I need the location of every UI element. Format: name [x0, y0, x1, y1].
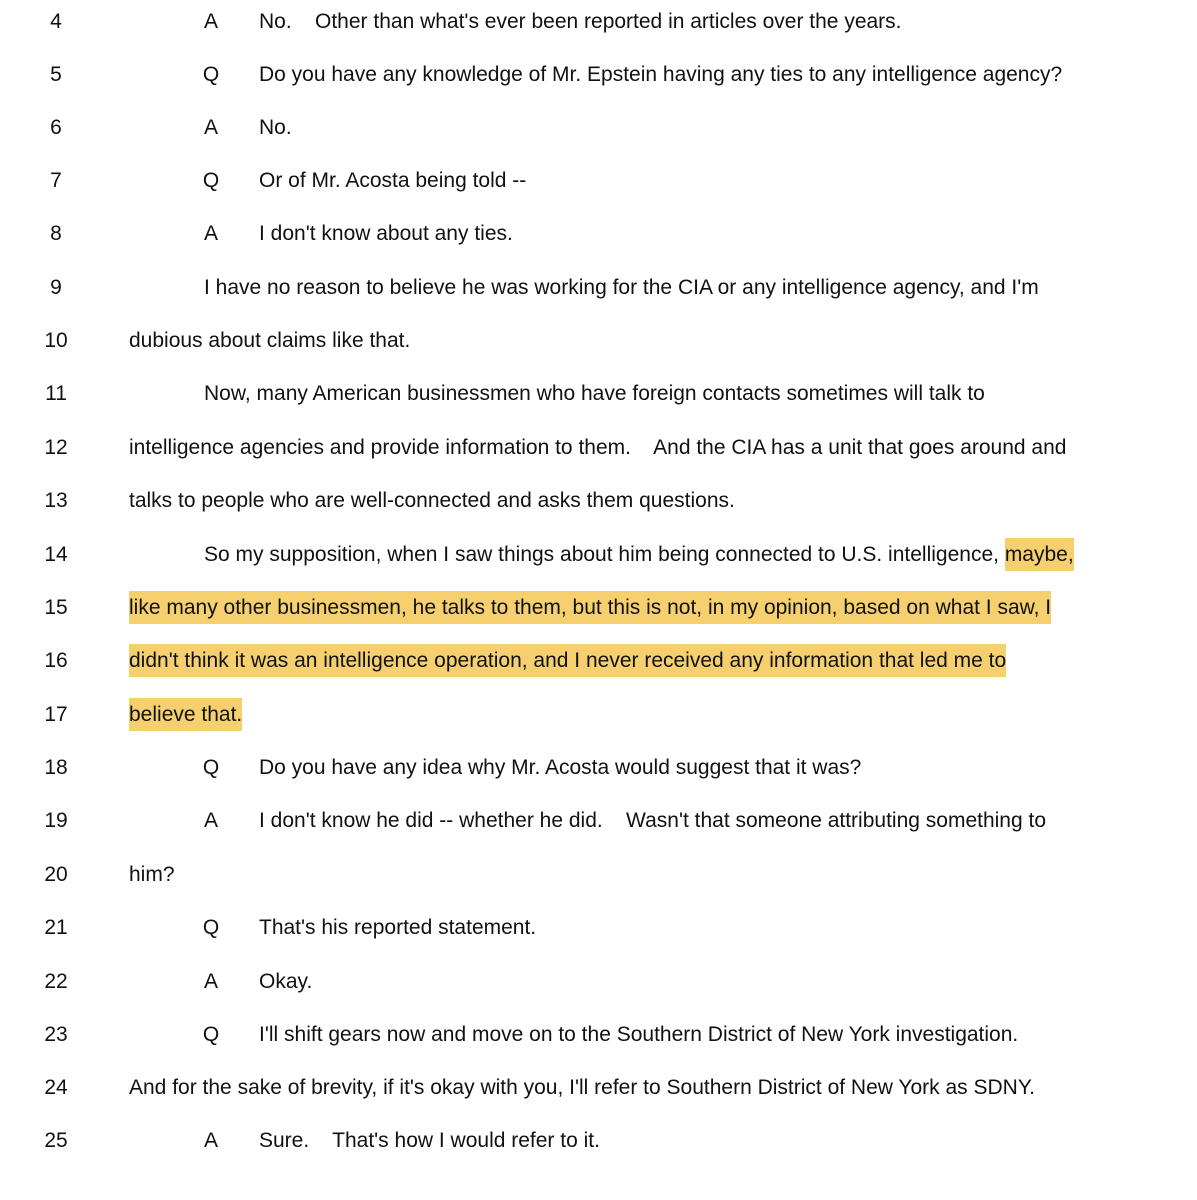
transcript-line: [0, 108, 1197, 148]
transcript-line: [0, 481, 1197, 521]
speaker-label: A: [203, 970, 218, 993]
line-text: That's his reported statement.: [259, 916, 537, 939]
line-number: 21: [44, 916, 68, 939]
line-text: [129, 641, 1006, 681]
highlighted-text: believe that.: [129, 698, 242, 731]
line-text: Okay.: [259, 970, 313, 993]
line-number: 17: [44, 703, 68, 726]
line-number: 13: [44, 489, 68, 512]
line-text: No. Other than what's ever been reported in articles over the years.: [259, 10, 902, 33]
line-number: 10: [44, 329, 68, 352]
line-text: intelligence agencies and provide information to them. And the CIA has a unit that goes around and: [129, 436, 1067, 459]
speaker-label: A: [203, 116, 218, 139]
transcript-line: [0, 855, 1197, 895]
line-number: 20: [44, 863, 68, 886]
line-number: 24: [44, 1076, 68, 1099]
speaker-label: Q: [202, 916, 220, 939]
line-number: 5: [50, 63, 62, 86]
line-number: 23: [44, 1023, 68, 1046]
speaker-label: A: [203, 1129, 218, 1152]
line-number: 6: [50, 116, 62, 139]
transcript-line: [0, 161, 1197, 201]
line-text: I don't know about any ties.: [259, 222, 513, 245]
transcript-line: [0, 268, 1197, 308]
transcript-line: [0, 1121, 1197, 1161]
transcript-line: [0, 962, 1197, 1002]
line-text: I have no reason to believe he was working for the CIA or any intelligence agency, and I'm: [204, 276, 1039, 299]
line-number: 12: [44, 436, 68, 459]
line-text: And for the sake of brevity, if it's okay with you, I'll refer to Southern District of New York as SDNY.: [129, 1076, 1035, 1099]
transcript-line: [0, 801, 1197, 841]
highlighted-text: didn't think it was an intelligence operation, and I never received any information that led me to: [129, 644, 1006, 677]
line-text: I'll shift gears now and move on to the Southern District of New York investigation.: [259, 1023, 1019, 1046]
transcript-line: [0, 641, 1197, 681]
line-text: Now, many American businessmen who have foreign contacts sometimes will talk to: [204, 382, 985, 405]
highlighted-text: maybe,: [1005, 538, 1074, 571]
line-text: Or of Mr. Acosta being told --: [259, 169, 527, 192]
transcript-line: [0, 748, 1197, 788]
speaker-label: Q: [202, 1023, 220, 1046]
transcript-line: [0, 2, 1197, 42]
line-number: 25: [44, 1129, 68, 1152]
transcript-line: [0, 535, 1197, 575]
line-text: Do you have any idea why Mr. Acosta would suggest that it was?: [259, 756, 862, 779]
line-text: Sure. That's how I would refer to it.: [259, 1129, 600, 1152]
transcript-line: [0, 908, 1197, 948]
speaker-label: A: [203, 222, 218, 245]
line-number: 18: [44, 756, 68, 779]
plain-text: So my supposition, when I saw things about him being connected to U.S. intelligence,: [204, 543, 1005, 566]
transcript-line: [0, 55, 1197, 95]
line-number: 9: [50, 276, 62, 299]
line-number: 14: [44, 543, 68, 566]
speaker-label: A: [203, 809, 218, 832]
line-text: Do you have any knowledge of Mr. Epstein having any ties to any intelligence agency?: [259, 63, 1063, 86]
line-text: talks to people who are well-connected and asks them questions.: [129, 489, 735, 512]
highlighted-text: like many other businessmen, he talks to them, but this is not, in my opinion, based on what I saw, I: [129, 591, 1051, 624]
line-text: I don't know he did -- whether he did. Wasn't that someone attributing something to: [259, 809, 1047, 832]
speaker-label: Q: [202, 169, 220, 192]
line-text: [129, 695, 242, 735]
line-number: 11: [45, 382, 67, 405]
speaker-label: A: [203, 10, 218, 33]
line-number: 4: [50, 10, 62, 33]
transcript-line: [0, 321, 1197, 361]
line-text: [129, 588, 1051, 628]
transcript-line: [0, 214, 1197, 254]
transcript-line: [0, 695, 1197, 735]
line-number: 15: [44, 596, 68, 619]
line-number: 16: [44, 649, 68, 672]
line-text: [204, 535, 1074, 575]
transcript-line: [0, 1015, 1197, 1055]
speaker-label: Q: [202, 756, 220, 779]
line-number: 7: [50, 169, 62, 192]
line-text: dubious about claims like that.: [129, 329, 411, 352]
transcript-line: [0, 1068, 1197, 1108]
line-text: No.: [259, 116, 292, 139]
transcript-line: [0, 428, 1197, 468]
line-number: 19: [44, 809, 68, 832]
line-text: him?: [129, 863, 175, 886]
speaker-label: Q: [202, 63, 220, 86]
line-number: 8: [50, 222, 62, 245]
transcript-line: [0, 374, 1197, 414]
transcript-line: [0, 588, 1197, 628]
line-number: 22: [44, 970, 68, 993]
